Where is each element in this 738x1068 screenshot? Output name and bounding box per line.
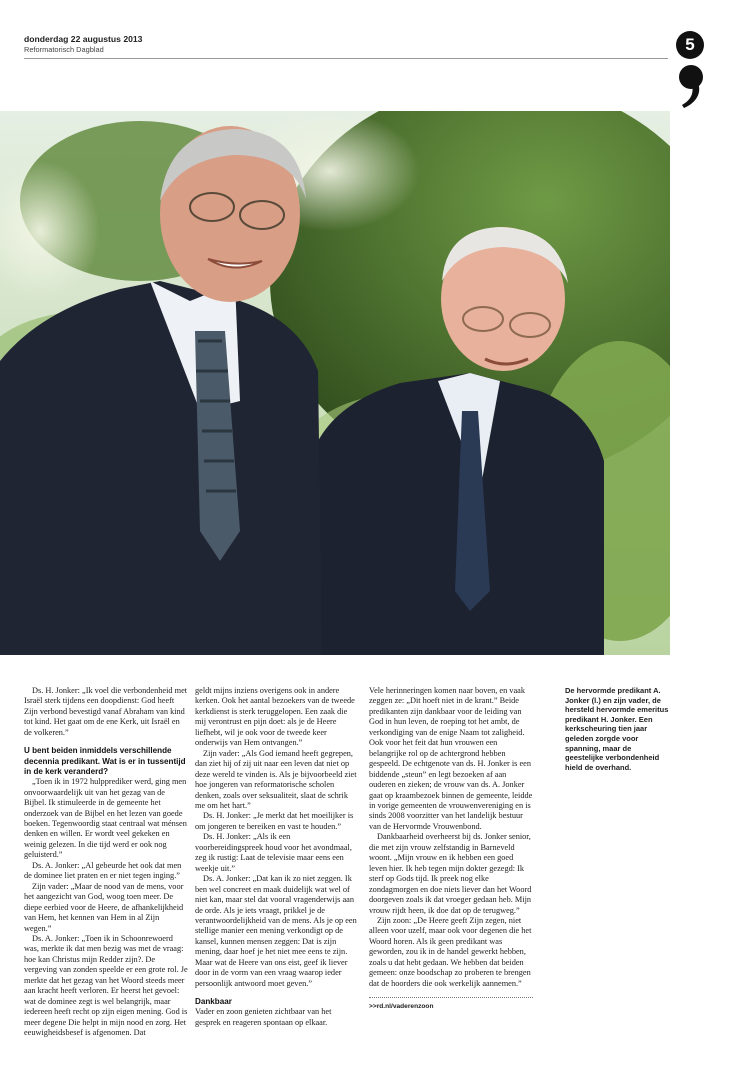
paragraph: Ds. A. Jonker: „Al gebeurde het ook dat men de dominee liet praten en er niet tegen inging.”	[24, 860, 182, 881]
web-link[interactable]: >>rd.nl/vaderenzoon	[369, 1003, 434, 1011]
paragraph: „Toen ik in 1972 hulpprediker werd, ging men onvoorwaardelijk uit van het gezag van de Bijbel. Ik stimuleerde in de gemeente het onderzoek van de Bijbel en het lezen van goede boeken. Tegenwoordig staat centraal wat ménsen denken en willen. Er wordt veel gekeken en weinig gelezen. In die tijd werd er ook nog geluisterd.”	[24, 777, 187, 860]
header-date: donderdag 22 augustus 2013	[24, 34, 143, 44]
paragraph: Ds. H. Jonker: „Ik voel die verbondenheid met Israël sterk tijdens een doopdienst: God heeft Zijn verbond bevestigd vanaf Abraham van kind tot kind. Het gaat om de ene Kerk, uit Israël en de volkeren.”	[24, 686, 188, 737]
paragraph: Zijn vader: „Maar de nood van de mens, voor het aangezicht van God, woog toen meer. De diepe eerbied voor de Heere, de afhankelijkheid van Hem, het kennen van Hem in al Zijn wegen.”	[24, 881, 184, 933]
photo-illustration	[0, 111, 670, 655]
subheading: Dankbaar	[195, 997, 232, 1007]
paragraph: geldt mijns inziens overigens ook in andere kerken. Ook het aantal bezoekers van de tweede kerkdienst is sterk teruggelopen. Een zaak die mij verontrust en pijn doet: als je de Heere liefhebt, wil je ook voor de tweede keer onderwijs van Hem ontvangen.”	[195, 686, 355, 748]
comma-icon	[676, 63, 706, 109]
paragraph: Zijn zoon: „De Heere geeft Zijn zegen, niet alleen voor uzelf, maar ook voor degenen die het Woord horen. Als ik geen predikant was geworden, zou ik in de handel gewerkt hebben, zoals u dat hebt gedaan. We hebben dat beiden gemeen: onze boodschap zo proberen te brengen dat de hoorders die ook werkelijk aannemen.”	[369, 915, 532, 988]
article-column-2	[195, 686, 359, 1028]
paragraph: Ds. A. Jonker: „Dat kan ik zo niet zeggen. Ik ben wel concreet en maak duidelijk wat wel of niet kan, maar stel dat vooral vragenderwijs aan de orde. Als je iets vraagt, prikkel je de verantwoordelijkheid van de mens. Als je op een stellige manier een mening verkondigt op de kansel, kunnen mensen zeggen: Dat is zijn mening, daar hoef je het niet mee eens te zijn. Maar wat de Heere van ons eist, geef ik liever door in de vorm van een vraag waarop ieder persoonlijk antwoord moet geven.”	[195, 874, 357, 988]
article-column-1	[24, 686, 188, 1038]
page-number-badge: 5	[676, 31, 704, 59]
paragraph: Zijn vader: „Als God iemand heeft gegrepen, dan ziet hij of zij uit naar een leven dat niet op deze wereld te vinden is. Als je bijvoorbeeld ziet hoe jongeren van reformatorische scholen denken, zoals over seksualiteit, slaat de schrik me om het hart.”	[195, 748, 357, 810]
paragraph: Vele herinneringen komen naar boven, en vaak zeggen ze: „Dit hoeft niet in de krant.” Beide predikanten zijn dankbaar voor de leiding van God in hun leven, de roeping tot het ambt, de verkondiging van de enige Naam tot zaligheid. Ook voor het feit dat hun vrouwen een belangrijke rol op de achtergrond hebben gespeeld. De echtgenote van ds. H. Jonker is een biddende „steun” en legt bezoeken af aan ouderen en zieken; de vrouw van ds. A. Jonker gaat op kraambezoek binnen de gemeente, leidde in vorige gemeenten de vrouwenvereniging en is sinds 2008 voorzitter van het landelijk bestuur van de Hervormde Vrouwenbond.	[369, 686, 533, 831]
interview-question: U bent beiden inmiddels verschillende decennia predikant. Wat is er in tussentijd in de kerk veranderd?	[24, 746, 186, 776]
dotted-divider	[369, 997, 533, 998]
article-column-3	[369, 686, 533, 1013]
paragraph: Vader en zoon genieten zichtbaar van het gesprek en reageren spontaan op elkaar.	[195, 1007, 332, 1027]
paragraph: Ds. A. Jonker: „Toen ik in Schoonrewoerd was, merkte ik dat men bezig was met de vraag: hoe kan Christus mijn Redder zijn?. De vergeving van zonden speelde er een grote rol. Je merkte dat het gezag van het Woord steeds meer aan kracht heeft verloren. Er heerst het gevoel: wat de dominee zegt is wel belangrijk, maar iedereen heeft recht op zijn eigen mening. God is meer degene Die helpt in mijn nood en zorg. Het eeuwigheidsbesef is afgenomen. Dat	[24, 933, 188, 1038]
header-paper-name: Reformatorisch Dagblad	[24, 45, 104, 54]
paragraph: Ds. H. Jonker: „Als ik een voorbereidingspreek houd voor het avondmaal, zeg ik rustig: Laat de televisie maar eens een weekje uit.”	[195, 832, 352, 873]
header-rule	[24, 58, 668, 59]
paragraph: Ds. H. Jonker: „Je merkt dat het moeilijker is om jongeren te bereiken en vast te houden.”	[195, 811, 354, 831]
photo-caption: De hervormde predikant A. Jonker (l.) en zijn vader, de hersteld hervormde emeritus predikant H. Jonker. Een kerkscheuring tien jaar geleden zorgde voor spanning, maar de geestelijke verbondenheid hield de overhand.	[565, 686, 669, 772]
article-photo	[0, 111, 670, 655]
paragraph: Dankbaarheid overheerst bij ds. Jonker senior, die met zijn vrouw zelfstandig in Barneveld woont. „Mijn vrouw en ik hebben een goed leven hier. Ik heb tegen mijn dokter gezegd: Ik sterf op Gods tijd. Ik preek nog elke zondagmorgen en doe niets liever dan het Woord doorgeven zoals ik dat vroeger gedaan heb. Mijn vrouw rijdt heen, ik doe dat op de terugweg.”	[369, 832, 532, 915]
